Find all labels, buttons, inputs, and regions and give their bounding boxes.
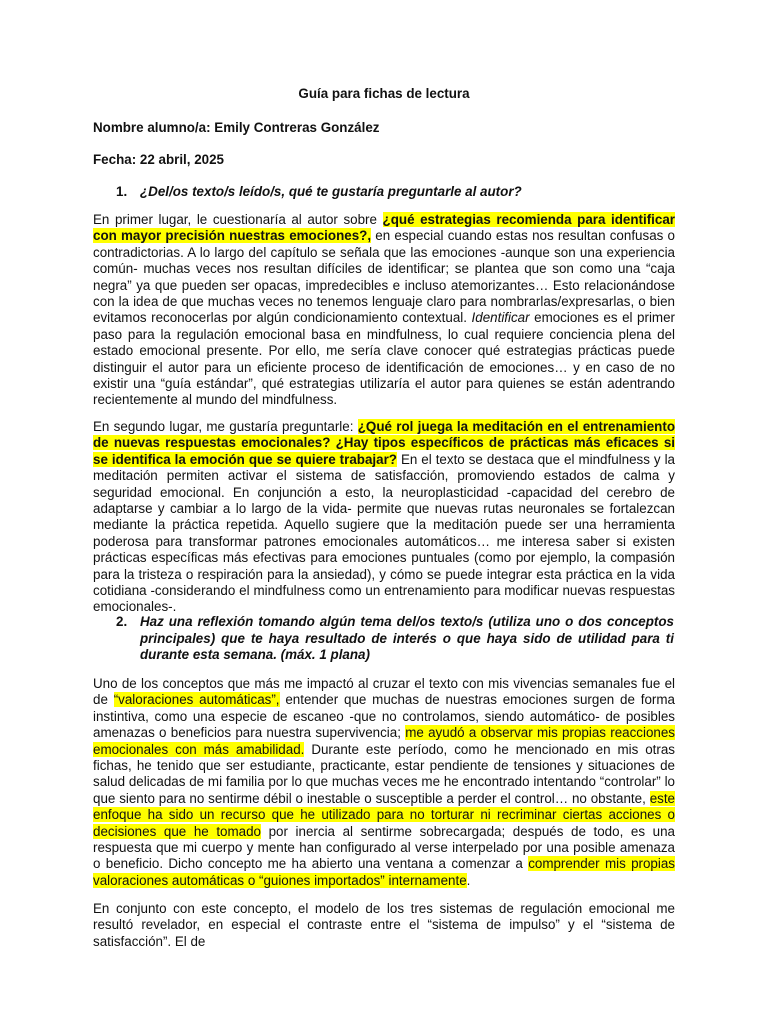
highlight-phrase: “valoraciones automáticas”, <box>113 692 280 708</box>
date-line: Fecha: 22 abril, 2025 <box>93 152 225 167</box>
text-run: En segundo lugar, me gustaría preguntarle: <box>93 419 358 434</box>
answer-1-paragraph-1 <box>93 212 675 409</box>
text-run: En el texto se destaca que el mindfulness y la meditación permiten activar el sistema de satisfacción, promoviendo estados de calma y seguridad emocional. En conjunción a esto, la neuroplasticidad -capacidad del cerebro de adaptarse y cambiar a lo largo de la vida- permite que nuevas rutas neuronales se fortalezcan mediante la práctica repetida. Aquello sugiere que la meditación puede ser una herramienta poderosa para transformar patrones emocionales automáticos… me interesa saber si existen prácticas específicas más efectivas para emociones puntuales (como por ejemplo, la compasión para la tristeza o respiración para la ansiedad), y cómo se puede integrar esta práctica en la vida cotidiana -considerando el mindfulness como un entrenamiento para modificar nuevas respuestas emocionales-. <box>93 451 675 615</box>
text-run: Durante este período, como he mencionado en mis otras fichas, he tenido que ser estudiante, practicante, estar pendiente de tensiones y situaciones de salud delicadas de mi familia por lo que muchas veces me he encontrado intentando “controlar” lo que siento para no sentirme débil o inestable o susceptible a perder el control… no obstante, <box>93 741 675 806</box>
highlight-question: ¿Qué rol juega la meditación en el entrenamiento de nuevas respuestas emocionales? ¿Hay tipos específicos de prácticas más eficaces si se identifica la emoción que se quiere trabajar? <box>93 419 676 467</box>
text-run: por inercia al sentirme sobrecargada; después de todo, es una respuesta que mi cuerpo y mente han configurado al verse interpelado por una posible amenaza o beneficio. Dicho concepto me ha abierto una ventana a comenzar a <box>93 823 675 872</box>
question-1-number: 1. <box>116 184 128 199</box>
question-2-number: 2. <box>116 614 128 629</box>
highlight-question: ¿qué estrategias recomienda para identificar con mayor precisión nuestras emociones?, <box>93 212 675 244</box>
text-run: En primer lugar, le cuestionaría al autor sobre <box>93 212 383 227</box>
highlight-phrase: comprender mis propias valoraciones automáticas o “guiones importados” internamente <box>93 856 675 888</box>
text-run: Uno de los conceptos que más me impactó al cruzar el texto con mis vivencias semanales fue el de <box>93 676 675 708</box>
document-title: Guía para fichas de lectura <box>298 86 470 101</box>
highlight-phrase: este enfoque ha sido un recurso que he utilizado para no torturar ni recriminar ciertas acciones o decisiones que he tomado <box>93 790 675 839</box>
italic-term: Identificar <box>471 310 530 326</box>
question-2: Haz una reflexión tomando algún tema del/os texto/s (utiliza uno o dos conceptos principales) que te haya resultado de interés o que haya sido de utilidad para ti durante esta semana. (máx. 1 plana) <box>140 614 674 662</box>
student-name: Nombre alumno/a: Emily Contreras González <box>93 120 380 135</box>
highlight-phrase: me ayudó a observar mis propias reacciones emocionales con más amabilidad. <box>93 725 675 757</box>
answer-2-paragraph-1 <box>93 676 675 889</box>
text-run: emociones es el primer paso para la regulación emocional basa en mindfulness, lo cual requiere conciencia plena del estado emocional presente. Por ello, me sería clave conocer qué estrategias prácticas puede distinguir el autor para un eficiente proceso de identificación de emociones… y en caso de no existir una “guía estándar”, qué estrategias utilizaría el autor para quienes se están adentrando recientemente al mundo del mindfulness. <box>93 310 675 408</box>
text-run: en especial cuando estas nos resultan confusas o contradictorias. A lo largo del capítulo se señala que las emociones -aunque son una experiencia común- muchas veces nos resultan difíciles de identificar; se plantea que son como una “caja negra” ya que pueden ser opacas, impredecibles e incluso atemorizantes… Esto relacionándose con la idea de que muchas veces no tenemos lenguaje claro para nombrarlas/expresarlas, o bien evitamos reconocerlas por algún condicionamiento contextual. <box>93 228 675 326</box>
question-1: ¿Del/os texto/s leído/s, qué te gustaría preguntarle al autor? <box>140 184 522 199</box>
text-run: . <box>466 872 471 888</box>
text-run: entender que muchas de nuestras emociones surgen de forma instintiva, como una especie de escaneo -que no controlamos, siendo automático- de posibles amenazas o beneficios para nuestra supervivencia; <box>93 692 675 741</box>
answer-1-paragraph-2 <box>93 419 675 616</box>
answer-2-paragraph-2: En conjunto con este concepto, el modelo de los tres sistemas de regulación emocional me resultó revelador, en especial el contraste entre el “sistema de impulso” y el “sistema de satisfacción”. El de <box>93 901 675 949</box>
